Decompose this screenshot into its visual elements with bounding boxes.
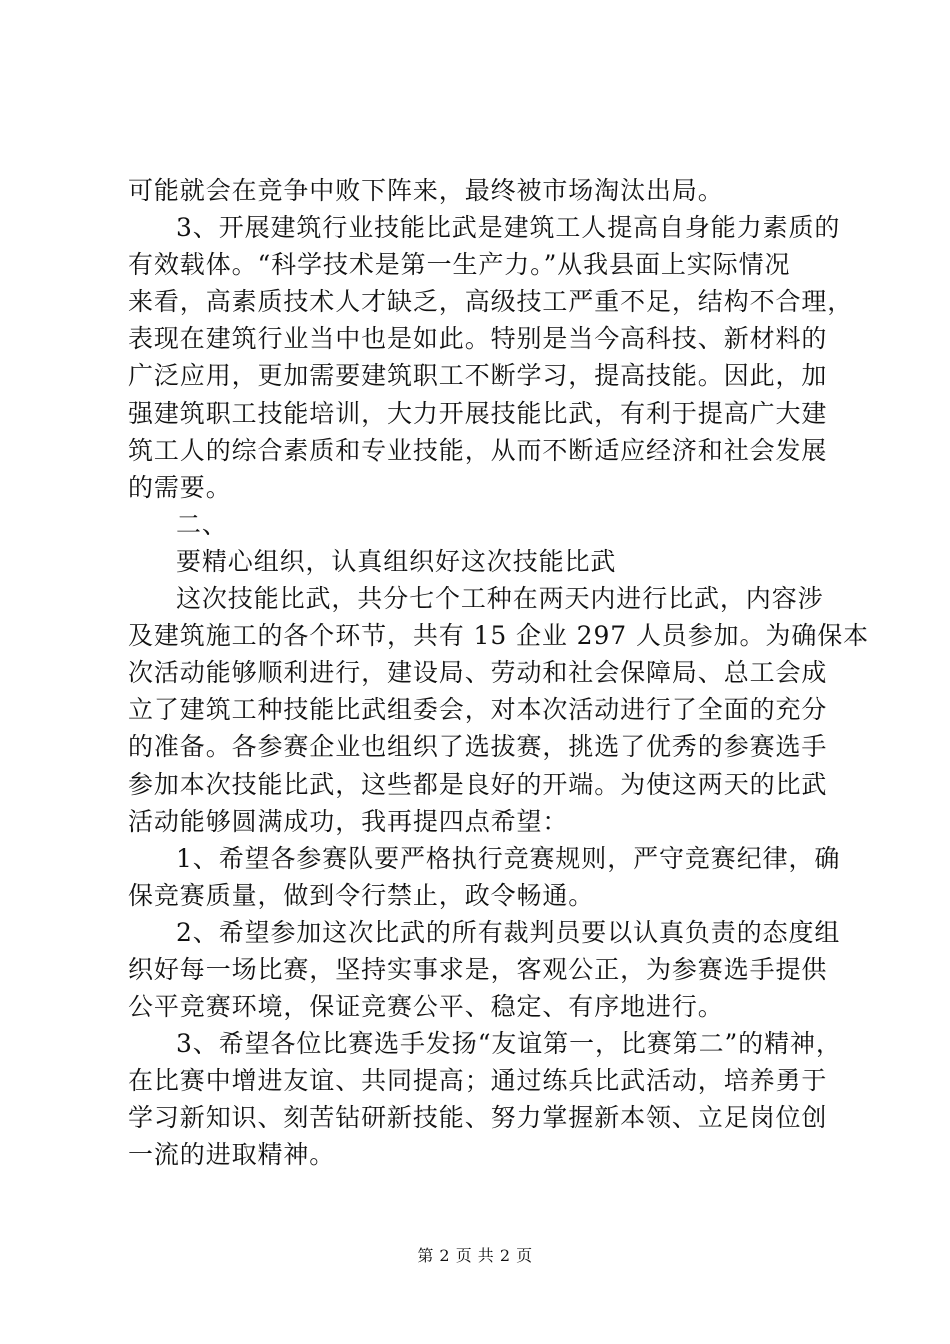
text-line: 次活动能够顺利进行，建设局、劳动和社会保障局、总工会成 xyxy=(128,658,828,688)
text-line: 立了建筑工种技能比武组委会，对本次活动进行了全面的充分 xyxy=(128,695,828,725)
text-line: 有效载体。“科学技术是第一生产力。”从我县面上实际情况 xyxy=(128,250,791,280)
text-line: 在比赛中增进友谊、共同提高；通过练兵比武活动，培养勇于 xyxy=(128,1066,828,1096)
text-line: 的准备。各参赛企业也组织了选拔赛，挑选了优秀的参赛选手 xyxy=(128,732,828,762)
text-line: 及建筑施工的各个环节，共有 15 企业 297 人员参加。为确保本 xyxy=(128,621,870,651)
text-line: 3、开展建筑行业技能比武是建筑工人提高自身能力素质的 xyxy=(176,213,841,243)
text-line: 这次技能比武，共分七个工种在两天内进行比武，内容涉 xyxy=(176,584,824,614)
text-line: 来看，高素质技术人才缺乏，高级技工严重不足，结构不合理， xyxy=(128,287,854,317)
text-line: 一流的进取精神。 xyxy=(128,1140,336,1170)
text-line: 强建筑职工技能培训，大力开展技能比武，有利于提高广大建 xyxy=(128,398,828,428)
text-line: 学习新知识、刻苦钻研新技能、努力掌握新本领、立足岗位创 xyxy=(128,1103,828,1133)
document-body xyxy=(128,172,870,1174)
page-footer: 第 2 页 共 2 页 xyxy=(417,1246,533,1265)
text-line: 1、希望各参赛队要严格执行竞赛规则，严守竞赛纪律，确 xyxy=(176,843,841,873)
text-line: 的需要。 xyxy=(128,472,232,502)
text-line: 参加本次技能比武，这些都是良好的开端。为使这两天的比武 xyxy=(128,769,828,799)
text-line: 3、希望各位比赛选手发扬“友谊第一，比赛第二”的精神， xyxy=(176,1029,842,1059)
text-line: 表现在建筑行业当中也是如此。特别是当今高科技、新材料的 xyxy=(128,324,828,354)
text-line: 2、希望参加这次比武的所有裁判员要以认真负责的态度组 xyxy=(176,917,841,947)
text-line: 要精心组织，认真组织好这次技能比武 xyxy=(176,546,617,576)
text-line: 织好每一场比赛，坚持实事求是，客观公正，为参赛选手提供 xyxy=(128,954,828,984)
text-line: 活动能够圆满成功，我再提四点希望： xyxy=(128,806,569,836)
text-line: 公平竞赛环境，保证竞赛公平、稳定、有序地进行。 xyxy=(128,992,724,1022)
text-line: 可能就会在竞争中败下阵来，最终被市场淘汰出局。 xyxy=(128,176,724,205)
text-line: 筑工人的综合素质和专业技能，从而不断适应经济和社会发展 xyxy=(128,435,828,465)
text-line: 广泛应用，更加需要建筑职工不断学习，提高技能。因此，加 xyxy=(128,361,828,391)
text-line: 保竞赛质量，做到令行禁止，政令畅通。 xyxy=(128,880,595,910)
text-line: 二、 xyxy=(176,509,228,539)
